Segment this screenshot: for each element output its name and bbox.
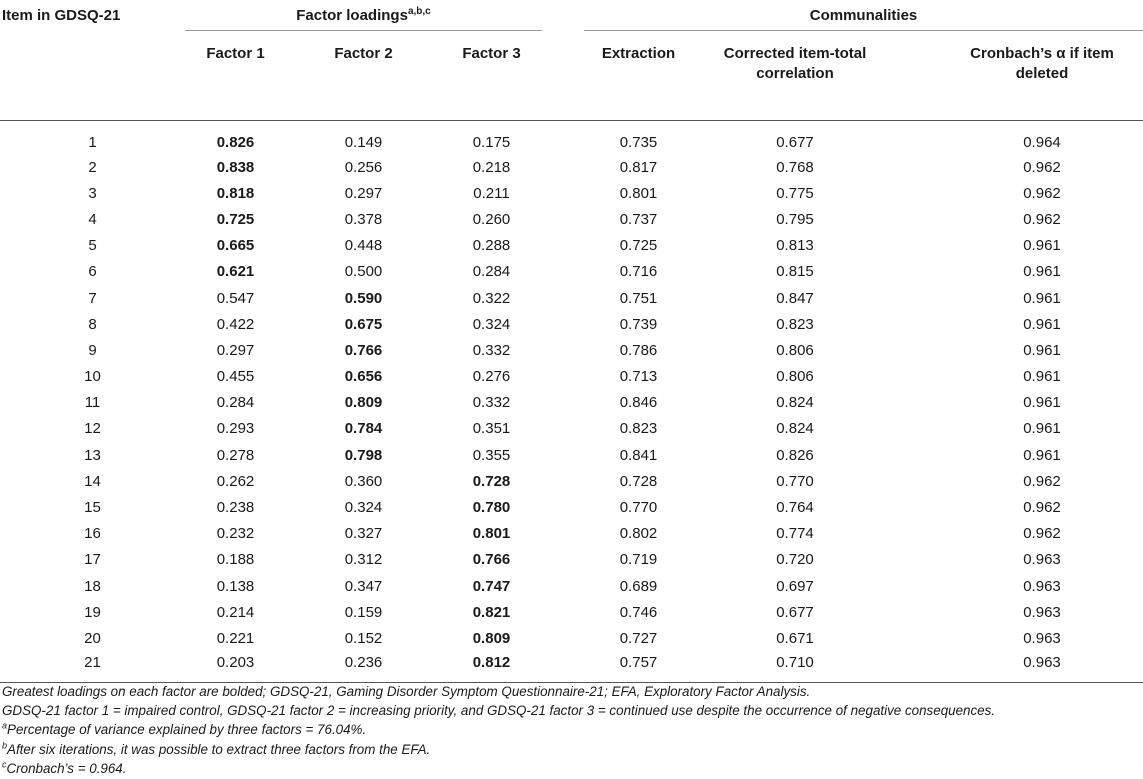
extraction-cell: 0.770 — [619, 499, 658, 517]
gap-cell — [542, 233, 584, 259]
extraction-cell: 0.841 — [619, 446, 658, 464]
factor1-cell: 0.725 — [216, 210, 255, 228]
footnote-c-mark: c — [2, 759, 7, 770]
cronbach-alpha-cell: 0.963 — [1023, 629, 1061, 647]
item-cell: 17 — [84, 551, 101, 569]
footnote-b — [2, 740, 1142, 759]
gap-cell — [542, 547, 584, 573]
item-cell: 6 — [88, 263, 97, 281]
corrected-correlation-column-header: Corrected item-total correlation — [693, 31, 897, 121]
header-gap — [542, 0, 584, 31]
factor1-cell: 0.138 — [216, 577, 255, 595]
gap-cell — [542, 180, 584, 206]
factor2-cell: 0.798 — [344, 446, 383, 464]
factor1-cell: 0.422 — [216, 315, 255, 333]
extraction-cell: 0.751 — [619, 289, 658, 307]
table-row — [0, 206, 1143, 232]
factor3-cell: 0.766 — [472, 551, 511, 569]
table-row — [0, 494, 1143, 520]
corrected-correlation-cell: 0.671 — [776, 629, 814, 647]
item-cell: 12 — [84, 420, 101, 438]
cronbach-alpha-cell: 0.962 — [1023, 210, 1061, 228]
factor1-cell: 0.203 — [185, 652, 286, 683]
footnote-c-text: Cronbach’s = 0.964. — [6, 760, 127, 776]
extraction-cell: 0.713 — [619, 368, 658, 386]
extraction-cell: 0.817 — [619, 158, 658, 176]
gap-cell — [542, 573, 584, 599]
corrected-correlation-cell: 0.824 — [776, 394, 814, 412]
cronbach-alpha-cell: 0.962 — [1023, 158, 1061, 176]
cronbach-alpha-cell: 0.964 — [1023, 134, 1061, 151]
factor3-cell: 0.355 — [472, 446, 511, 464]
table-row — [0, 442, 1143, 468]
factor1-cell: 0.214 — [216, 603, 255, 621]
footnote-b-text: After six iterations, it was possible to extract three factors from the EFA. — [7, 741, 431, 757]
factor1-cell: 0.621 — [216, 263, 255, 281]
factor3-cell: 0.332 — [472, 341, 511, 359]
corrected-correlation-cell: 0.677 — [776, 134, 814, 151]
factor3-cell: 0.821 — [472, 603, 511, 621]
factor1-cell: 0.262 — [216, 472, 255, 490]
extraction-cell: 0.802 — [619, 525, 658, 543]
footnote-line: Greatest loadings on each factor are bolded; GDSQ-21, Gaming Disorder Symptom Questionnaire-21; EFA, Exploratory Factor Analysis. — [2, 684, 811, 699]
table-row — [0, 625, 1143, 651]
table-footnotes — [2, 682, 1142, 778]
cronbach-alpha-cell: 0.961 — [1023, 341, 1061, 359]
table-row — [0, 468, 1143, 494]
cronbach-alpha-cell: 0.961 — [1023, 289, 1061, 307]
corrected-correlation-cell: 0.815 — [776, 263, 814, 281]
factor2-column-header: Factor 2 — [286, 31, 441, 121]
corrected-correlation-cell: 0.770 — [776, 472, 814, 490]
factor2-cell: 0.590 — [344, 289, 383, 307]
corrected-correlation-cell: 0.806 — [776, 341, 814, 359]
factor3-cell: 0.780 — [472, 499, 511, 517]
item-cell: 9 — [88, 341, 97, 359]
factor2-cell: 0.766 — [344, 341, 383, 359]
factor1-cell: 0.665 — [216, 237, 255, 255]
factor2-cell: 0.159 — [344, 603, 383, 621]
corrected-correlation-cell: 0.813 — [776, 237, 814, 255]
extraction-cell: 0.757 — [584, 652, 693, 683]
corrected-correlation-cell: 0.824 — [776, 420, 814, 438]
factor2-cell: 0.297 — [344, 184, 383, 202]
gap-cell — [542, 154, 584, 180]
corrected-correlation-cell: 0.806 — [776, 368, 814, 386]
table-row — [0, 547, 1143, 573]
extraction-cell: 0.737 — [619, 210, 658, 228]
table-row — [0, 390, 1143, 416]
item-column-header-blank — [0, 31, 185, 121]
cronbach-alpha-cell: 0.963 — [1023, 577, 1061, 595]
factor3-cell: 0.276 — [472, 368, 511, 386]
gap-cell — [542, 259, 584, 285]
factor3-column-header: Factor 3 — [441, 31, 542, 121]
corrected-correlation-cell: 0.677 — [776, 603, 814, 621]
factor2-cell: 0.378 — [344, 210, 383, 228]
extraction-column-header: Extraction — [584, 31, 693, 121]
corrected-correlation-cell: 0.775 — [776, 184, 814, 202]
factor2-cell: 0.327 — [344, 525, 383, 543]
corrected-correlation-cell: 0.795 — [776, 210, 814, 228]
factor2-cell: 0.448 — [344, 237, 383, 255]
table-row — [0, 652, 1143, 683]
gap-cell — [542, 442, 584, 468]
cronbach-alpha-cell: 0.962 — [1023, 184, 1061, 202]
gap-cell — [542, 521, 584, 547]
factor3-cell: 0.747 — [472, 577, 511, 595]
factor3-cell: 0.812 — [441, 652, 542, 683]
factor2-cell: 0.784 — [344, 420, 383, 438]
factor2-cell: 0.675 — [344, 315, 383, 333]
factor3-cell: 0.809 — [472, 629, 511, 647]
extraction-cell: 0.823 — [619, 420, 658, 438]
gap-cell — [542, 364, 584, 390]
gap-cell — [542, 285, 584, 311]
corrected-correlation-cell: 0.826 — [776, 446, 814, 464]
corrected-correlation-cell: 0.764 — [776, 499, 814, 517]
table-row — [0, 180, 1143, 206]
cronbach-alpha-cell: 0.961 — [1023, 237, 1061, 255]
cronbach-alpha-cell: 0.963 — [897, 652, 1143, 683]
extraction-cell: 0.735 — [619, 134, 658, 151]
header-row-groups — [0, 0, 1143, 31]
extraction-cell: 0.801 — [619, 184, 658, 202]
table-row — [0, 573, 1143, 599]
corrected-correlation-cell: 0.768 — [776, 158, 814, 176]
factor1-cell: 0.293 — [216, 420, 255, 438]
table-row — [0, 599, 1143, 625]
gap-cell — [542, 599, 584, 625]
table-row — [0, 416, 1143, 442]
gap-cell — [542, 206, 584, 232]
factor2-cell: 0.149 — [344, 134, 383, 151]
factor3-cell: 0.211 — [473, 184, 510, 202]
gap-cell — [542, 337, 584, 363]
gap-cell — [542, 311, 584, 337]
extraction-cell: 0.719 — [619, 551, 658, 569]
item-cell: 1 — [88, 134, 97, 151]
factor3-cell: 0.175 — [472, 134, 511, 151]
item-cell: 15 — [84, 499, 101, 517]
gap-cell — [542, 625, 584, 651]
cronbach-alpha-cell: 0.961 — [1023, 394, 1061, 412]
item-cell: 16 — [84, 525, 101, 543]
item-cell: 4 — [88, 210, 97, 228]
footnote-a-text: Percentage of variance explained by three factors = 76.04%. — [7, 722, 367, 738]
factor1-column-header: Factor 1 — [185, 31, 286, 121]
footnote-b-mark: b — [2, 740, 8, 751]
footnote-line: GDSQ-21 factor 1 = impaired control, GDSQ-21 factor 2 = increasing priority, and GDSQ-21 factor 3 = continued use despite the occurrence of negative consequences. — [2, 703, 996, 719]
factor1-cell: 0.818 — [216, 184, 255, 202]
item-cell: 18 — [84, 577, 101, 595]
extraction-cell: 0.689 — [619, 577, 658, 595]
factor1-cell: 0.188 — [216, 551, 255, 569]
factor-loadings-footnote-marks: a,b,c — [407, 5, 431, 17]
cronbach-alpha-cell: 0.961 — [1023, 446, 1061, 464]
factor2-cell: 0.312 — [344, 551, 383, 569]
factor1-cell: 0.232 — [216, 525, 255, 543]
extraction-cell: 0.786 — [619, 341, 658, 359]
item-cell: 7 — [88, 289, 97, 307]
table-row — [0, 337, 1143, 363]
factor2-cell: 0.360 — [344, 472, 383, 490]
item-cell: 10 — [84, 368, 101, 386]
cronbach-alpha-cell: 0.963 — [1023, 551, 1061, 569]
item-cell: 11 — [84, 394, 101, 412]
item-cell: 20 — [84, 629, 101, 647]
extraction-cell: 0.739 — [619, 315, 658, 333]
factor1-cell: 0.297 — [216, 341, 255, 359]
table-row — [0, 521, 1143, 547]
factor-loadings-label: Factor loadings — [296, 6, 408, 24]
factor2-cell: 0.656 — [344, 368, 383, 386]
table-row — [0, 259, 1143, 285]
gap-cell — [542, 121, 584, 155]
factor2-cell: 0.324 — [344, 499, 383, 517]
corrected-correlation-cell: 0.710 — [693, 652, 897, 683]
header-gap — [542, 31, 584, 121]
gap-cell — [542, 652, 584, 683]
cronbach-alpha-cell: 0.962 — [1023, 472, 1061, 490]
factor1-cell: 0.455 — [216, 368, 255, 386]
factor3-cell: 0.332 — [472, 394, 511, 412]
factor3-cell: 0.260 — [472, 210, 511, 228]
factor3-cell: 0.351 — [472, 420, 511, 438]
corrected-correlation-cell: 0.720 — [776, 551, 814, 569]
cronbach-alpha-column-header: Cronbach’s α if item deleted — [897, 31, 1143, 121]
factor2-cell: 0.152 — [344, 629, 383, 647]
factor1-cell: 0.238 — [216, 499, 255, 517]
cronbach-alpha-cell: 0.963 — [1023, 603, 1061, 621]
extraction-cell: 0.846 — [619, 394, 658, 412]
corrected-correlation-cell: 0.774 — [776, 525, 814, 543]
gap-cell — [542, 468, 584, 494]
factor3-cell: 0.728 — [472, 472, 511, 490]
item-cell: 2 — [88, 158, 97, 176]
item-cell: 13 — [84, 446, 101, 464]
corrected-correlation-cell: 0.823 — [776, 315, 814, 333]
factor3-cell: 0.801 — [472, 525, 511, 543]
header-row-columns — [0, 31, 1143, 121]
table-row — [0, 121, 1143, 155]
item-column-header: Item in GDSQ-21 — [2, 6, 121, 24]
factor3-cell: 0.218 — [472, 158, 511, 176]
factor1-cell: 0.221 — [216, 629, 255, 647]
cronbach-alpha-cell: 0.961 — [1023, 315, 1061, 333]
footnote-a — [2, 720, 1142, 739]
gap-cell — [542, 494, 584, 520]
factor1-cell: 0.547 — [216, 289, 255, 307]
factor3-cell: 0.284 — [472, 263, 511, 281]
factor-loadings-group-header — [185, 0, 542, 31]
table-row — [0, 285, 1143, 311]
extraction-cell: 0.727 — [619, 629, 658, 647]
corrected-correlation-cell: 0.847 — [776, 289, 814, 307]
factor2-cell: 0.809 — [344, 394, 383, 412]
factor2-cell: 0.347 — [344, 577, 383, 595]
table-body — [0, 121, 1143, 683]
extraction-cell: 0.725 — [619, 237, 658, 255]
item-cell: 14 — [84, 472, 101, 490]
factor3-cell: 0.322 — [472, 289, 511, 307]
footnote-a-mark: a — [2, 720, 8, 731]
item-cell: 19 — [84, 603, 101, 621]
cronbach-alpha-cell: 0.961 — [1023, 263, 1061, 281]
footnote-c — [2, 759, 1142, 778]
factor1-cell: 0.278 — [216, 446, 255, 464]
extraction-cell: 0.728 — [619, 472, 658, 490]
factor2-cell: 0.500 — [344, 263, 383, 281]
factor3-cell: 0.324 — [472, 315, 511, 333]
factor1-cell: 0.826 — [216, 134, 255, 151]
extraction-cell: 0.746 — [619, 603, 658, 621]
item-cell: 8 — [88, 315, 97, 333]
cronbach-alpha-cell: 0.962 — [1023, 499, 1061, 517]
item-cell: 3 — [88, 184, 97, 202]
item-cell: 21 — [0, 652, 185, 683]
factor1-cell: 0.838 — [216, 158, 255, 176]
cronbach-alpha-cell: 0.961 — [1023, 368, 1061, 386]
factor3-cell: 0.288 — [472, 237, 511, 255]
cronbach-alpha-cell: 0.961 — [1023, 420, 1061, 438]
gap-cell — [542, 416, 584, 442]
table-row — [0, 311, 1143, 337]
factor2-cell: 0.236 — [286, 652, 441, 683]
factor2-cell: 0.256 — [344, 158, 383, 176]
cronbach-alpha-cell: 0.962 — [1023, 525, 1061, 543]
extraction-cell: 0.716 — [619, 263, 658, 281]
table-row — [0, 364, 1143, 390]
communalities-group-header: Communalities — [584, 0, 1143, 31]
corrected-correlation-cell: 0.697 — [776, 577, 814, 595]
gap-cell — [542, 390, 584, 416]
table-row — [0, 233, 1143, 259]
factor1-cell: 0.284 — [216, 394, 255, 412]
table-row — [0, 154, 1143, 180]
item-cell: 5 — [88, 237, 97, 255]
